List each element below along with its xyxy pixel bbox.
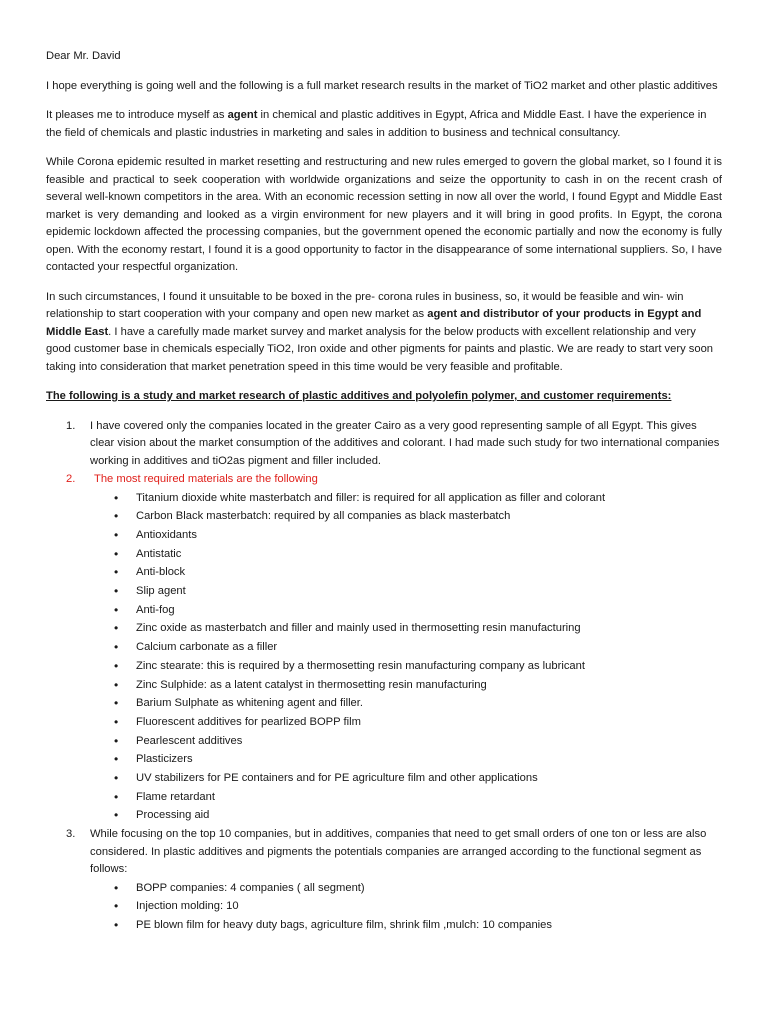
list-item: • Calcium carbonate as a filler: [90, 638, 722, 657]
agent-bold-text: agent: [227, 109, 258, 121]
agent-paragraph-end: in chemical and plastic additives in Egypt, Africa and Middle East. I have the experience in the field of chemicals and plastic industries in marketing and sales in addition to business and technical consultancy.: [46, 109, 707, 139]
circumstances-bold-text: agent and distributor of your products in Egypt and Middle East: [46, 308, 702, 338]
circumstances-paragraph: [46, 289, 722, 377]
list-item: • Antioxidants: [90, 526, 722, 545]
list-item: • Zinc stearate: this is required by a thermosetting resin manufacturing company as lubricant: [90, 657, 722, 676]
list-item-1-text: I have covered only the companies located in the greater Cairo as a very good representing sample of all Egypt. This gives clear vision about the market consumption of the additives and colorant. I had made such study for two international companies working in additives and tiO2as pigment and filler included.: [90, 419, 720, 467]
corona-paragraph: While Corona epidemic resulted in market resetting and restructuring and new rules emerged to govern the global market, so I found it is feasible and practical to seek cooperation with worldwide organizations and seize the opportunity to cash in on the recent crash of several well-known competitors in the area. With an economic recession setting in now all over the world, I found Egypt and Middle East market is very demanding and looked as a virgin environment for new players and it will bring in good profits. In Egypt, the corona epidemic lockdown affected the processing companies, but the government opened the economic partially and now the economy is fully open. With the economy restart, I found it is a good opportunity to factor in the disappearance of some international suppliers. So, I have contacted your respectful organization.: [46, 156, 722, 273]
circumstances-paragraph-end: . I have a carefully made market survey and market analysis for the below products with excellent relationship and very good customer base in chemicals especially TiO2, Iron oxide and other pigments for paints and plastic. We are ready to start very soon taking into consideration that market penetration speed in this time would be very feasible and profitable.: [46, 325, 714, 373]
list-item: • Zinc Sulphide: as a latent catalyst in thermosetting resin manufacturing: [90, 676, 722, 695]
list-item: • Anti-block: [90, 563, 722, 582]
list-item: • Flame retardant: [90, 788, 722, 807]
list-item: • UV stabilizers for PE containers and for PE agriculture film and other applications: [90, 769, 722, 788]
list-item: • Pearlescent additives: [90, 732, 722, 751]
list-item: • PE blown film for heavy duty bags, agriculture film, shrink film ,mulch: 10 companies: [90, 916, 722, 935]
list-item: • Injection molding: 10: [90, 897, 722, 916]
study-heading: The following is a study and market research of plastic additives and polyolefin polymer, and customer requirements:: [46, 390, 672, 402]
list-item: • Zinc oxide as masterbatch and filler and mainly used in thermosetting resin manufacturing: [90, 619, 722, 638]
list-item-1: [46, 418, 722, 471]
list-item: • Antistatic: [90, 545, 722, 564]
list-item: • Plasticizers: [90, 750, 722, 769]
list-item: • Fluorescent additives for pearlized BOPP film: [90, 713, 722, 732]
segments-list: [90, 879, 722, 935]
list-item: • Slip agent: [90, 582, 722, 601]
list-item: • Anti-fog: [90, 601, 722, 620]
list-item: • Barium Sulphate as whitening agent and filler.: [90, 694, 722, 713]
list-item-3: [46, 826, 722, 935]
letter-page: [46, 48, 722, 936]
list-number: 3.: [66, 828, 76, 841]
list-number: 1.: [66, 419, 76, 432]
agent-paragraph-start: It pleases me to introduce myself as: [46, 109, 228, 121]
circumstances-paragraph-start: In such circumstances, I found it unsuitable to be boxed in the pre- corona rules in business, so, it would be feasible and win- win relationship to start cooperation with your company and open new market as: [46, 290, 684, 320]
intro-paragraph: I hope everything is going well and the following is a full market research results in the market of TiO2 market and other plastic additives: [46, 79, 718, 92]
agent-paragraph: [46, 107, 722, 142]
list-item-3-text: While focusing on the top 10 companies, but in additives, companies that need to get small orders of one ton or less are also considered. In plastic additives and pigments the potentials companies are arranged according to the functional segment as follows:: [90, 828, 707, 876]
list-item: • BOPP companies: 4 companies ( all segment): [90, 879, 722, 898]
list-item: • Carbon Black masterbatch: required by all companies as black masterbatch: [90, 507, 722, 526]
list-item-2: [46, 471, 722, 825]
list-item: • Titanium dioxide white masterbatch and filler: is required for all application as filler and colorant: [90, 489, 722, 508]
list-item: • Processing aid: [90, 806, 722, 825]
list-number: 2.: [66, 473, 76, 485]
greeting: Dear Mr. David: [46, 50, 121, 62]
materials-list: [90, 489, 722, 826]
required-materials-title: The most required materials are the following: [94, 473, 318, 485]
research-list: [46, 418, 722, 935]
